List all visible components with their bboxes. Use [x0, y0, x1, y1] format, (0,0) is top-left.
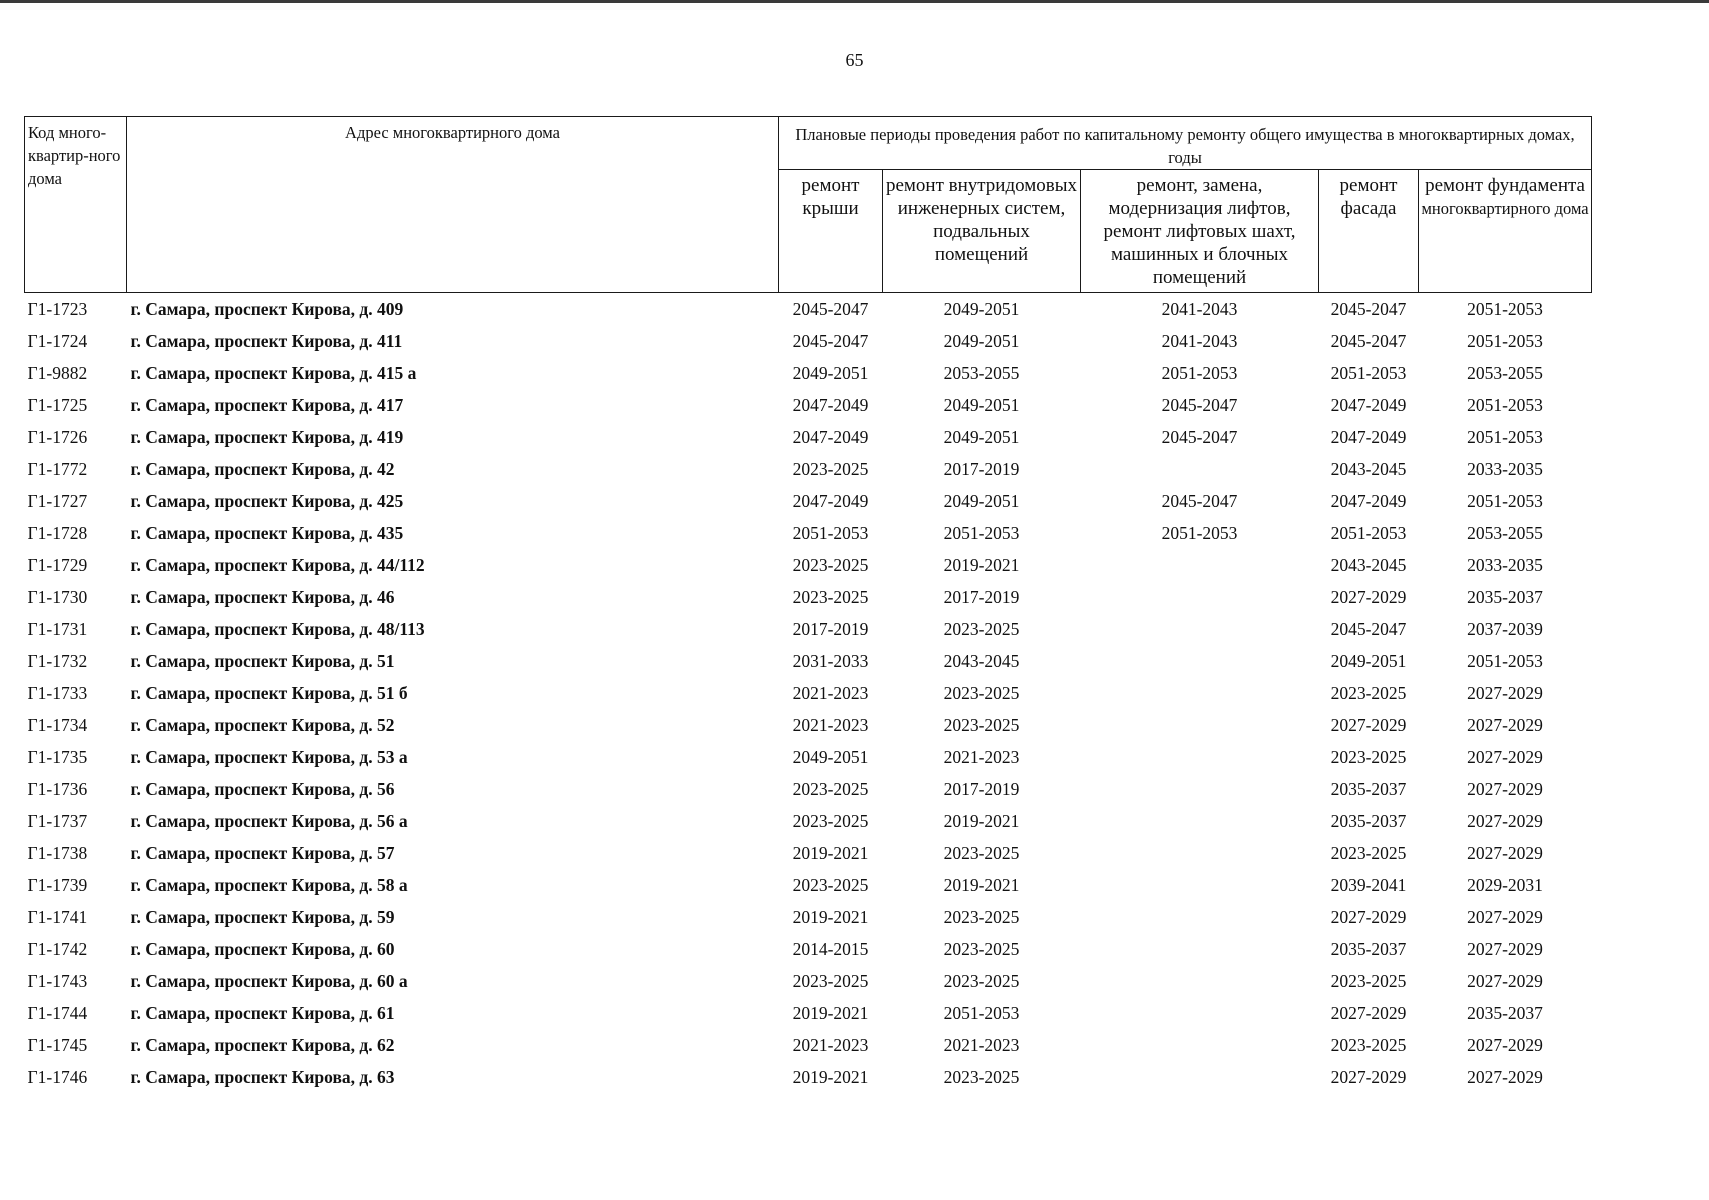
cell-code: Г1-1726	[27, 426, 88, 447]
table-row	[25, 421, 1592, 453]
cell-systems: 2017-2019	[943, 778, 1020, 799]
cell-code: Г1-1729	[27, 554, 88, 575]
header-foundation	[1419, 170, 1592, 293]
cell-foundation: 2027-2029	[1467, 682, 1543, 703]
table-row	[25, 677, 1592, 709]
cell-systems: 2019-2021	[943, 874, 1020, 895]
cell-facade: 2023-2025	[1330, 842, 1407, 863]
cell-foundation: 2027-2029	[1467, 746, 1543, 767]
cell-foundation: 2027-2029	[1467, 778, 1543, 799]
table-row	[25, 357, 1592, 389]
header-code: Код много-квартир-ного дома	[25, 117, 127, 293]
cell-systems: 2049-2051	[943, 394, 1020, 415]
cell-lifts	[1081, 869, 1319, 901]
table-row	[25, 613, 1592, 645]
cell-address: г. Самара, проспект Кирова, д. 409	[130, 298, 404, 319]
cell-address: г. Самара, проспект Кирова, д. 44/112	[130, 554, 425, 575]
table-row	[25, 805, 1592, 837]
cell-lifts: 2045-2047	[1161, 426, 1238, 447]
cell-roof: 2021-2023	[792, 714, 869, 735]
cell-code: Г1-1737	[27, 810, 88, 831]
header-roof: ремонт крыши	[779, 170, 883, 293]
cell-lifts	[1081, 805, 1319, 837]
cell-systems: 2051-2053	[943, 522, 1020, 543]
cell-lifts: 2041-2043	[1161, 330, 1238, 351]
cell-address: г. Самара, проспект Кирова, д. 59	[130, 906, 395, 927]
cell-roof: 2049-2051	[792, 362, 869, 383]
cell-address: г. Самара, проспект Кирова, д. 53 а	[130, 746, 408, 767]
cell-systems: 2017-2019	[943, 458, 1020, 479]
cell-facade: 2035-2037	[1330, 938, 1407, 959]
cell-facade: 2027-2029	[1330, 714, 1407, 735]
cell-lifts	[1081, 613, 1319, 645]
cell-code: Г1-1738	[27, 842, 88, 863]
cell-code: Г1-1727	[27, 490, 88, 511]
table-row	[25, 709, 1592, 741]
cell-code: Г1-1772	[27, 458, 88, 479]
table-row	[25, 389, 1592, 421]
cell-code: Г1-1745	[27, 1034, 88, 1055]
cell-foundation: 2029-2031	[1467, 874, 1543, 895]
cell-code: Г1-1744	[27, 1002, 88, 1023]
cell-systems: 2051-2053	[943, 1002, 1020, 1023]
cell-address: г. Самара, проспект Кирова, д. 62	[130, 1034, 395, 1055]
header-systems	[883, 170, 1081, 293]
table-row	[25, 453, 1592, 485]
cell-foundation: 2053-2055	[1467, 522, 1543, 543]
cell-systems: 2023-2025	[943, 970, 1020, 991]
cell-systems: 2023-2025	[943, 618, 1020, 639]
cell-lifts	[1081, 741, 1319, 773]
cell-lifts: 2045-2047	[1161, 394, 1238, 415]
cell-roof: 2047-2049	[792, 490, 869, 511]
cell-lifts	[1081, 1029, 1319, 1061]
cell-foundation: 2051-2053	[1467, 330, 1543, 351]
cell-code: Г1-1742	[27, 938, 88, 959]
cell-facade: 2027-2029	[1330, 1066, 1407, 1087]
cell-address: г. Самара, проспект Кирова, д. 51 б	[130, 682, 408, 703]
header-periods-group: Плановые периоды проведения работ по капитальному ремонту общего имущества в многоквартирных домах, годы	[779, 117, 1592, 170]
table-row	[25, 997, 1592, 1029]
cell-address: г. Самара, проспект Кирова, д. 417	[130, 394, 404, 415]
cell-roof: 2023-2025	[792, 874, 869, 895]
cell-lifts	[1081, 965, 1319, 997]
cell-address: г. Самара, проспект Кирова, д. 411	[130, 330, 403, 351]
cell-roof: 2021-2023	[792, 1034, 869, 1055]
cell-lifts	[1081, 997, 1319, 1029]
cell-address: г. Самара, проспект Кирова, д. 60 а	[130, 970, 408, 991]
header-foundation-head: ремонт фундамента	[1425, 175, 1585, 196]
table-row	[25, 901, 1592, 933]
cell-roof: 2019-2021	[792, 842, 869, 863]
repair-schedule-sheet	[24, 116, 1591, 1093]
cell-systems: 2019-2021	[943, 554, 1020, 575]
cell-roof: 2047-2049	[792, 394, 869, 415]
cell-lifts: 2051-2053	[1161, 362, 1238, 383]
cell-facade: 2043-2045	[1330, 458, 1407, 479]
cell-foundation: 2051-2053	[1467, 426, 1543, 447]
cell-address: г. Самара, проспект Кирова, д. 57	[130, 842, 395, 863]
cell-lifts	[1081, 453, 1319, 485]
cell-facade: 2027-2029	[1330, 1002, 1407, 1023]
table-row	[25, 1061, 1592, 1093]
cell-roof: 2023-2025	[792, 970, 869, 991]
cell-code: Г1-1733	[27, 682, 88, 703]
table-header	[25, 117, 1592, 293]
cell-facade: 2051-2053	[1330, 362, 1407, 383]
cell-lifts	[1081, 549, 1319, 581]
table-row	[25, 549, 1592, 581]
cell-lifts	[1081, 901, 1319, 933]
cell-code: Г1-1743	[27, 970, 88, 991]
table-row	[25, 293, 1592, 326]
table-row	[25, 517, 1592, 549]
cell-foundation: 2051-2053	[1467, 650, 1543, 671]
table-row	[25, 773, 1592, 805]
cell-lifts: 2051-2053	[1161, 522, 1238, 543]
cell-roof: 2017-2019	[792, 618, 869, 639]
cell-facade: 2027-2029	[1330, 586, 1407, 607]
cell-code: Г1-1739	[27, 874, 88, 895]
cell-facade: 2051-2053	[1330, 522, 1407, 543]
table-row	[25, 581, 1592, 613]
cell-code: Г1-1725	[27, 394, 88, 415]
table-row	[25, 741, 1592, 773]
table-row	[25, 645, 1592, 677]
cell-foundation: 2027-2029	[1467, 1034, 1543, 1055]
header-foundation-tail: многоквартирного дома	[1421, 199, 1589, 218]
cell-systems: 2021-2023	[943, 746, 1020, 767]
cell-code: Г1-1746	[27, 1066, 88, 1087]
cell-systems: 2049-2051	[943, 330, 1020, 351]
cell-systems: 2053-2055	[943, 362, 1020, 383]
cell-systems: 2023-2025	[943, 714, 1020, 735]
cell-lifts	[1081, 645, 1319, 677]
cell-systems: 2023-2025	[943, 938, 1020, 959]
table-row	[25, 1029, 1592, 1061]
cell-facade: 2023-2025	[1330, 1034, 1407, 1055]
cell-facade: 2039-2041	[1330, 874, 1407, 895]
cell-foundation: 2027-2029	[1467, 842, 1543, 863]
cell-lifts	[1081, 1061, 1319, 1093]
cell-facade: 2035-2037	[1330, 810, 1407, 831]
cell-code: Г1-1728	[27, 522, 88, 543]
table-row	[25, 837, 1592, 869]
cell-foundation: 2033-2035	[1467, 458, 1543, 479]
header-address: Адрес многоквартирного дома	[127, 117, 779, 293]
cell-roof: 2023-2025	[792, 586, 869, 607]
cell-address: г. Самара, проспект Кирова, д. 58 а	[130, 874, 408, 895]
header-facade: ремонт фасада	[1319, 170, 1419, 293]
cell-address: г. Самара, проспект Кирова, д. 46	[130, 586, 395, 607]
repair-schedule-table	[24, 116, 1592, 1093]
cell-lifts	[1081, 709, 1319, 741]
cell-code: Г1-1734	[27, 714, 88, 735]
cell-code: Г1-1735	[27, 746, 88, 767]
cell-roof: 2019-2021	[792, 1002, 869, 1023]
cell-address: г. Самара, проспект Кирова, д. 48/113	[130, 618, 425, 639]
cell-address: г. Самара, проспект Кирова, д. 52	[130, 714, 395, 735]
cell-address: г. Самара, проспект Кирова, д. 419	[130, 426, 404, 447]
cell-address: г. Самара, проспект Кирова, д. 425	[130, 490, 404, 511]
cell-foundation: 2027-2029	[1467, 1066, 1543, 1087]
page-number: 65	[845, 50, 864, 70]
cell-lifts	[1081, 837, 1319, 869]
cell-lifts	[1081, 581, 1319, 613]
cell-facade: 2023-2025	[1330, 746, 1407, 767]
cell-facade: 2035-2037	[1330, 778, 1407, 799]
cell-facade: 2045-2047	[1330, 298, 1407, 319]
cell-address: г. Самара, проспект Кирова, д. 51	[130, 650, 395, 671]
cell-roof: 2045-2047	[792, 298, 869, 319]
cell-lifts: 2045-2047	[1161, 490, 1238, 511]
cell-roof: 2019-2021	[792, 1066, 869, 1087]
cell-code: Г1-1724	[27, 330, 88, 351]
cell-facade: 2045-2047	[1330, 330, 1407, 351]
cell-foundation: 2035-2037	[1467, 1002, 1543, 1023]
cell-foundation: 2051-2053	[1467, 490, 1543, 511]
cell-systems: 2017-2019	[943, 586, 1020, 607]
table-row	[25, 869, 1592, 901]
cell-roof: 2019-2021	[792, 906, 869, 927]
page-top-rule	[0, 0, 1709, 3]
cell-systems: 2023-2025	[943, 906, 1020, 927]
cell-roof: 2023-2025	[792, 458, 869, 479]
cell-facade: 2045-2047	[1330, 618, 1407, 639]
cell-systems: 2023-2025	[943, 682, 1020, 703]
cell-systems: 2023-2025	[943, 842, 1020, 863]
table-row	[25, 325, 1592, 357]
cell-address: г. Самара, проспект Кирова, д. 63	[130, 1066, 395, 1087]
table-row	[25, 933, 1592, 965]
cell-roof: 2045-2047	[792, 330, 869, 351]
cell-address: г. Самара, проспект Кирова, д. 61	[130, 1002, 395, 1023]
cell-code: Г1-9882	[27, 362, 88, 383]
cell-roof: 2023-2025	[792, 778, 869, 799]
cell-lifts: 2041-2043	[1161, 298, 1238, 319]
cell-address: г. Самара, проспект Кирова, д. 435	[130, 522, 404, 543]
cell-facade: 2047-2049	[1330, 426, 1407, 447]
cell-code: Г1-1723	[27, 298, 88, 319]
table-row	[25, 485, 1592, 517]
header-lifts: ремонт, замена, модернизация лифтов, ремонт лифтовых шахт, машинных и блочных помещений	[1081, 170, 1319, 293]
cell-facade: 2049-2051	[1330, 650, 1407, 671]
cell-code: Г1-1730	[27, 586, 88, 607]
cell-foundation: 2027-2029	[1467, 714, 1543, 735]
table-body	[25, 293, 1592, 1094]
cell-systems: 2043-2045	[943, 650, 1020, 671]
cell-systems: 2049-2051	[943, 490, 1020, 511]
table-row	[25, 965, 1592, 997]
cell-roof: 2021-2023	[792, 682, 869, 703]
cell-systems: 2021-2023	[943, 1034, 1020, 1055]
cell-facade: 2047-2049	[1330, 394, 1407, 415]
cell-roof: 2014-2015	[792, 938, 869, 959]
cell-foundation: 2033-2035	[1467, 554, 1543, 575]
cell-facade: 2023-2025	[1330, 682, 1407, 703]
cell-facade: 2023-2025	[1330, 970, 1407, 991]
cell-roof: 2023-2025	[792, 810, 869, 831]
cell-facade: 2043-2045	[1330, 554, 1407, 575]
cell-address: г. Самара, проспект Кирова, д. 60	[130, 938, 395, 959]
cell-roof: 2023-2025	[792, 554, 869, 575]
cell-foundation: 2051-2053	[1467, 394, 1543, 415]
cell-roof: 2031-2033	[792, 650, 869, 671]
cell-address: г. Самара, проспект Кирова, д. 415 а	[130, 362, 417, 383]
cell-code: Г1-1732	[27, 650, 88, 671]
cell-foundation: 2037-2039	[1467, 618, 1543, 639]
cell-roof: 2049-2051	[792, 746, 869, 767]
cell-foundation: 2027-2029	[1467, 938, 1543, 959]
cell-systems: 2049-2051	[943, 298, 1020, 319]
cell-address: г. Самара, проспект Кирова, д. 56	[130, 778, 395, 799]
cell-facade: 2047-2049	[1330, 490, 1407, 511]
cell-address: г. Самара, проспект Кирова, д. 56 а	[130, 810, 408, 831]
cell-code: Г1-1741	[27, 906, 88, 927]
cell-lifts	[1081, 933, 1319, 965]
cell-foundation: 2051-2053	[1467, 298, 1543, 319]
cell-systems: 2049-2051	[943, 426, 1020, 447]
cell-foundation: 2053-2055	[1467, 362, 1543, 383]
cell-systems: 2023-2025	[943, 1066, 1020, 1087]
cell-facade: 2027-2029	[1330, 906, 1407, 927]
cell-lifts	[1081, 773, 1319, 805]
cell-address: г. Самара, проспект Кирова, д. 42	[130, 458, 395, 479]
cell-foundation: 2027-2029	[1467, 970, 1543, 991]
cell-roof: 2047-2049	[792, 426, 869, 447]
cell-foundation: 2027-2029	[1467, 810, 1543, 831]
cell-lifts	[1081, 677, 1319, 709]
cell-code: Г1-1736	[27, 778, 88, 799]
cell-foundation: 2035-2037	[1467, 586, 1543, 607]
header-systems-text: ремонт внутридомовых инженерных систем, подвальных помещений	[885, 175, 1078, 265]
cell-roof: 2051-2053	[792, 522, 869, 543]
cell-foundation: 2027-2029	[1467, 906, 1543, 927]
cell-systems: 2019-2021	[943, 810, 1020, 831]
cell-code: Г1-1731	[27, 618, 88, 639]
